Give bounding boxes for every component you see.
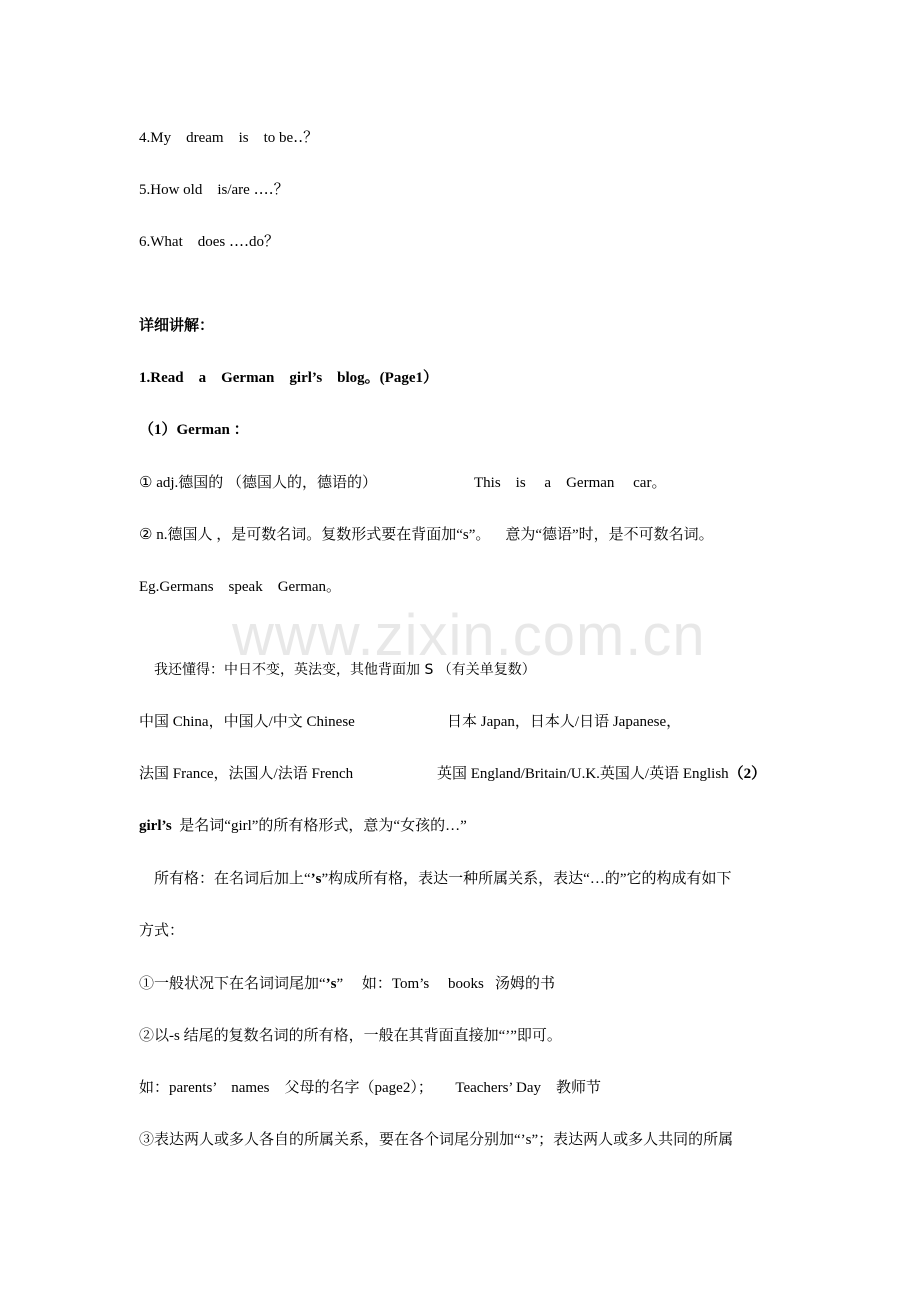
heading-read-blog: 1.Read a German girl’s blog。(Page1） [139,370,438,386]
definition-adj: ① adj.德国的 （德国人的，德语的） [139,475,378,491]
question-6: 6.What does ‥‥do？ [139,234,279,250]
rule-2-example: 如：parents’ names 父母的名字（page2）； Teachers’ Day 教师节 [139,1080,602,1096]
definition-adj-example: This is a German car。 [474,475,667,491]
possessive-definition: 所有格：在名词后加上“’s”构成所有格，表达一种所属关系，表达“…的”它的构成有如下 [154,871,732,887]
subheading-german: （1）German ： [139,422,249,438]
country-china: 中国 China，中国人/中文 Chinese [139,714,355,730]
rule-2: ②以-s 结尾的复数名词的所有格，一般在其背面直接加“’”即可。 [139,1028,562,1044]
question-4: 4.My dream is to be‥？ [139,130,319,146]
country-france: 法国 France，法国人/法语 French [139,766,354,782]
girls-explanation: girl’s 是名词“girl”的所有格形式，意为“女孩的…” [139,818,467,834]
section-title: 详细讲解： [139,318,215,334]
rule-1: ①一般状况下在名词词尾加“’s” 如：Tom’s books 汤姆的书 [139,976,556,992]
girls-term: girl’s [139,818,172,834]
example-germans: Eg.Germans speak German。 [139,579,342,595]
note-plural: 我还懂得：中日不变，英法变，其他背面加 S （有关单复数） [154,662,536,678]
item-number-2: （2） [728,766,767,782]
watermark: www.zixin.com.cn [232,603,706,668]
country-japan: 日本 Japan，日本人/日语 Japanese， [447,714,682,730]
definition-noun: ② n.德国人 ，是可数名词。复数形式要在背面加“s”。 意为“德语”时，是不可数名词。 [139,527,714,543]
country-england: 英国 England/Britain/U.K.英国人/英语 English（2） [437,766,767,782]
question-5: 5.How old is/are ‥‥？ [139,182,289,198]
possessive-definition-cont: 方式： [139,923,185,939]
rule-3: ③表达两人或多人各自的所属关系，要在各个词尾分别加“’s”；表达两人或多人共同的所属 [139,1132,734,1148]
